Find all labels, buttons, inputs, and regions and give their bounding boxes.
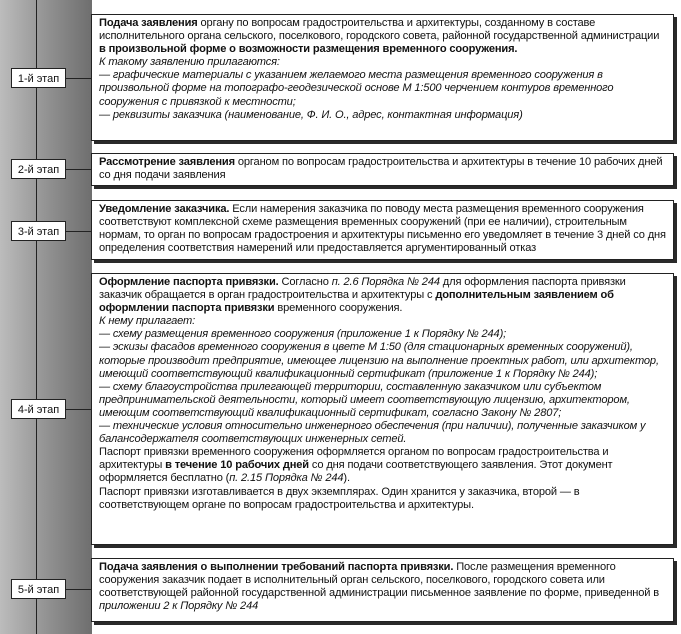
stage-4-paragraph xyxy=(99,315,667,328)
stage-2-paragraph xyxy=(99,156,667,182)
stage-box-3 xyxy=(91,200,674,260)
text-run: Подача заявления xyxy=(99,17,198,29)
stage-4-paragraph xyxy=(99,486,667,512)
stage-box-2 xyxy=(91,153,674,186)
stage-1-paragraph xyxy=(99,56,667,69)
stage-label-2: 2-й этап xyxy=(11,159,66,179)
stage-label-5: 5-й этап xyxy=(11,579,66,599)
stage-label-4: 4-й этап xyxy=(11,399,66,419)
stage-timeline-line xyxy=(36,0,37,634)
text-run: органом по вопросам градостроительства и архитектуры в течение 10 рабочих дней со дня подачи заявления xyxy=(99,156,663,182)
stage-1-paragraph xyxy=(99,17,667,56)
text-run: Оформление паспорта привязки. xyxy=(99,276,279,288)
stage-4-paragraph xyxy=(99,446,667,485)
text-run: — схему благоустройства прилегающей территории, составленную заказчиком или субъектом предпринимательской деятельности, который имеет соответствующую лицензию, архитектором, имеющим соответствующий квалификационный сертификат, согласно Закону № 2807; xyxy=(99,380,630,419)
text-run: К такому заявлению прилагаются: xyxy=(99,56,280,69)
stage-4-paragraph xyxy=(99,341,667,380)
stage-box-1 xyxy=(91,14,674,141)
connector-line xyxy=(66,169,91,170)
text-run: Если намерения заказчика по поводу места размещения временного сооружения соответствуют комплексной схеме размещения временных сооружений (при ее наличии), строительным нормам, то орган по вопросам градостроения и архитектуры письменно его уведомляет в течение 3 дней со дня определения соответствия намерений или предоставляется аргументированный отказ xyxy=(99,203,666,255)
connector-line xyxy=(66,409,91,410)
text-run: в произвольной форме о возможности размещения временного сооружения. xyxy=(99,43,518,56)
text-run: п. 2.6 Порядка № 244 xyxy=(331,276,440,288)
text-run: — технические условия относительно инженерного обеспечения (при наличии), полученные заказчиком у балансодержателя соответствующих инженерных сетей. xyxy=(99,420,646,446)
stage-4-paragraph xyxy=(99,328,667,341)
stage-1-paragraph xyxy=(99,69,667,108)
stage-4-paragraph xyxy=(99,381,667,420)
stage-4-paragraph xyxy=(99,420,667,446)
text-run: — эскизы фасадов временного сооружения в цвете М 1:50 (для стационарных временных сооружений), которые производит предприятие, имеющее лицензию на выполнение проектных работ, или архитектор, имеющий соответствующий квалификационный сертификат (приложение 1 к Порядку № 244); xyxy=(99,341,659,380)
text-run: приложении 2 к Порядку № 244 xyxy=(99,600,259,613)
connector-line xyxy=(66,589,91,590)
text-run: временного сооружения. xyxy=(274,302,403,315)
stage-box-5 xyxy=(91,558,674,622)
text-run: — реквизиты заказчика (наименование, Ф. И. О., адрес, контактная информация) xyxy=(99,108,523,121)
stage-1-paragraph xyxy=(99,109,667,122)
stage-3-paragraph xyxy=(99,203,667,255)
text-run: дополнительным заявлением об оформлении паспорта привязки xyxy=(99,289,614,315)
stage-sidebar xyxy=(0,0,92,634)
text-run: органу по вопросам градостроительства и архитектуры, созданному в составе исполнительного органа сельского, поселкового, городского совета, районной государственной администрации xyxy=(99,17,660,43)
text-run: со дня подачи соответствующего заявления. Этот документ оформляется бесплатно ( xyxy=(99,459,613,485)
text-run: После размещения временного сооружения заказчик подает в исполнительный орган сельского, поселкового, городского совета или соответствующей районной государственной администрации письменное заявление по форме, приведенной в xyxy=(99,561,660,600)
text-run: для оформления паспорта привязки заказчик обращается в орган градостроительства и архитектуры с xyxy=(99,276,626,302)
text-run: в течение 10 рабочих дней xyxy=(165,459,309,472)
stage-label-3: 3-й этап xyxy=(11,221,66,241)
text-run: ). xyxy=(343,472,350,485)
text-run: Паспорт привязки временного сооружения оформляется органом по вопросам градостроительства и архитектуры xyxy=(99,446,609,472)
text-run: Паспорт привязки изготавливается в двух экземплярах. Один хранится у заказчика, второй — в соответствующем органе по вопросам градостроительства и архитектуры. xyxy=(99,485,580,511)
stage-5-paragraph xyxy=(99,561,667,613)
stage-label-1: 1-й этап xyxy=(11,68,66,88)
connector-line xyxy=(66,78,91,79)
text-run: Рассмотрение заявления xyxy=(99,156,235,168)
text-run: Подача заявления о выполнении требований паспорта привязки. xyxy=(99,561,454,573)
stage-box-4 xyxy=(91,273,674,545)
text-run: Уведомление заказчика. xyxy=(99,203,230,215)
text-run: К нему прилагает: xyxy=(99,315,196,328)
text-run: — схему размещения временного сооружения (приложение 1 к Порядку № 244); xyxy=(99,328,507,341)
stage-4-paragraph xyxy=(99,276,667,315)
connector-line xyxy=(66,231,91,232)
text-run: Согласно xyxy=(278,276,332,288)
text-run: — графические материалы с указанием желаемого места размещения временного сооружения в произвольной форме на топографо-геодезической основе М 1:500 черчением контуров временного сооружения с привязкой к местности; xyxy=(99,69,614,108)
text-run: п. 2.15 Порядка № 244 xyxy=(229,472,344,485)
